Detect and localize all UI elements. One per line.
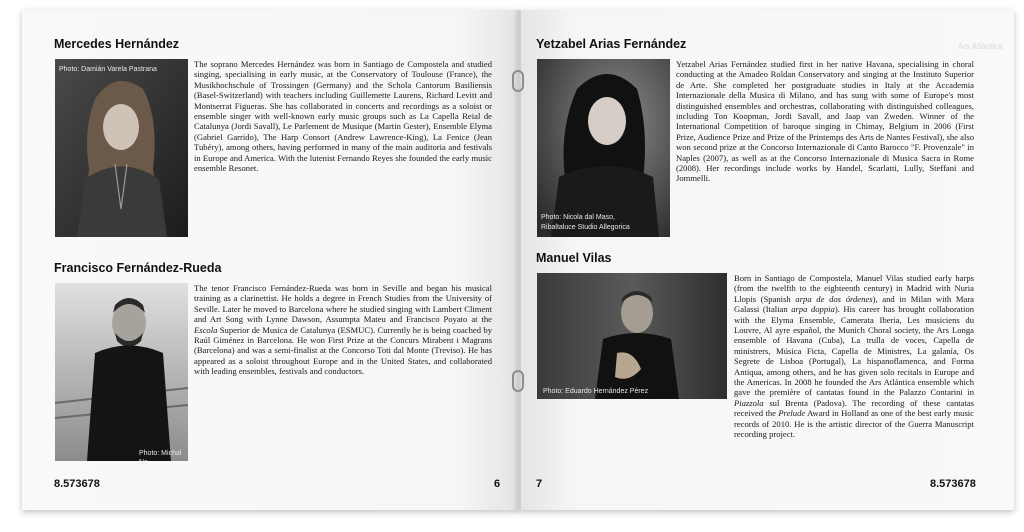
photo-credit-manuel: Photo: Eduardo Hernández Pérez xyxy=(543,388,649,395)
portrait-image xyxy=(537,59,670,237)
catalog-number-left: 8.573678 xyxy=(54,478,100,490)
ghost-heading: Ars Atlántica xyxy=(958,42,1003,51)
bio-text-part: Superior de Musica de Catalunya (ESMUC). Currently he is being coached by Raúl Giménez in Barcelona. He won First Prize at the Concurs Mirabent i Magrans (Barcelona) and was a semi-finalist at the Concorso Toti dal Monte (Treviso). He has appeared as a soloist throughout Europe and in the United States, and collaborated with leading ensembles, festivals and conductors. xyxy=(194,324,492,377)
right-page xyxy=(518,10,1014,510)
bio-name-francisco: Francisco Fernández-Rueda xyxy=(54,261,222,275)
page-number-left: 6 xyxy=(494,478,501,490)
bio-text-italic: Piazzola xyxy=(734,397,764,408)
bio-text-part: ). His career has brought collaboration with the Elyma Ensemble, Camerata Iberia, Les musiciens du Louvre, Al ayre español, the Munich Choral society, the Ars Longa ensemble of Havana (Cuba), La trulla de voces, Capella de ministrers, Música Ficta, Capella de Ministres, La galanía, Os Segrete de Lisboa (Portugal), La hispanoflamenca, and Forma Antiqua, among others, and he has given solo recitals in Europe and the Americas. In 2008 he founded the Ars Atlántica ensemble which gave the première of cantatas found in the Palazzo Contarini in xyxy=(734,304,974,398)
bio-text-part: Born in Santiago de Compostela, Manuel Vilas studied early harps (from the twelfth to the eighteenth century) in Madrid with Nuria Llopis (Spanish xyxy=(734,273,974,304)
photo-yetzabel xyxy=(537,59,670,237)
photo-credit-yetzabel-line1: Photo: Nicola dal Maso, xyxy=(541,214,615,221)
photo-credit-yetzabel-line2: Ribaltaluce Studio Allegorica xyxy=(541,224,630,231)
bio-text-part: ), and in Milan with Mara Galassi (Italian xyxy=(734,293,974,315)
bio-text-part: Award in Holland as one of the best early music records of 2010. He is the artistic director of the Guerra Manuscript recording project. xyxy=(734,408,974,440)
bio-name-mercedes: Mercedes Hernández xyxy=(54,37,180,51)
left-page xyxy=(22,10,518,510)
portrait-image xyxy=(55,59,188,237)
bio-name-yetzabel: Yetzabel Arias Fernández xyxy=(536,37,687,51)
bio-text-manuel-top xyxy=(734,273,974,440)
portrait-image xyxy=(537,273,727,399)
photo-credit-francisco: Photo: Michal No xyxy=(139,450,182,466)
staple-bottom xyxy=(512,370,524,392)
bio-text-yetzabel: Yetzabel Arias Fernández studied first in her native Havana, specialising in choral conducting at the Amadeo Roldan Conservatory and singing at the Instituto Superior de Arte. She completed her postgraduate studies in Italy at the Accademia Internazionale della Musica di Milano, and has sung with some of Europe's most distinguished ensembles and orchestras, collaborating with distinguished colleagues, including Ton Koopman, Jordi Savall, and Jaap van Zweden. Winner of the International Competition of baroque singing in Chimay, Belgium in 2006 (First Prize, Audience Prize and Prize of the Printemps des Arts de Nantes Festival), she also won second prize at the Concorso Internazionale di Canto Barocco "F. Provenzale" in Naples (2007), as well as at the Concorso Internazionale di Musica Sacra in Rome (2008). Her recordings include works by Handel, Scarlatti, Lully, Steffani and Jommelli. xyxy=(676,59,974,184)
photo-manuel xyxy=(537,273,727,399)
staple-top xyxy=(512,70,524,92)
catalog-number-right: 8.573678 xyxy=(930,478,976,490)
bio-text-italic: Escola xyxy=(194,324,218,335)
photo-credit-mercedes: Photo: Damián Varela Pastrana xyxy=(59,66,157,73)
cd-booklet-spread xyxy=(22,10,1014,510)
bio-text-part: The tenor Francisco Fernández-Rueda was born in Seville and began his musical training as a clarinettist. He holds a degree in French Studies from the University of Seville. Later he moved to Barcelona where he studied singing with Lambert Climent and Art Song with Lynne Dawson, Assumpta Mateu and Francisco Poyato at the xyxy=(194,283,492,325)
bio-text-italic: Prelude xyxy=(778,408,806,419)
bio-text-italic: arpa de dos órdenes xyxy=(795,293,873,304)
bio-name-manuel: Manuel Vilas xyxy=(536,251,612,265)
bio-text-part: sul Brenta (Padova). The recording of these cantatas received the xyxy=(734,397,974,419)
page-number-right: 7 xyxy=(536,478,543,490)
bio-text-italic: arpa doppia xyxy=(791,304,835,315)
photo-francisco xyxy=(55,283,188,466)
photo-mercedes xyxy=(55,59,188,237)
portrait-image xyxy=(55,283,188,461)
bio-text-francisco xyxy=(194,283,492,377)
bio-text-mercedes: The soprano Mercedes Hernández was born in Santiago de Compostela and studied singing, specialising in early music, at the Conservatory of Toulouse (France), the Musikhochschule of Trossingen (Germany) and the Schola Cantorum Basiliensis (Basel-Switzerland) with teachers including Guillemette Laurens, Richard Levitt and Montserrat Figueras. She has collaborated in concerts and recordings as a soloist or ensemble singer with well-known early music groups such as La Capella Reial de Catalunya (Jordi Savall), Le Parlement de Musique (Martin Gester), Ensemble Elyma (Gabriel Garrido), The Harp Consort (Andrew Lawrence-King), La Fenice (Jean Tubéry), among others, having performed in many of the main auditoria and festivals in Europe and America. With the lutenist Fernando Reyes she founded the early music ensemble Resonet. xyxy=(194,59,492,174)
